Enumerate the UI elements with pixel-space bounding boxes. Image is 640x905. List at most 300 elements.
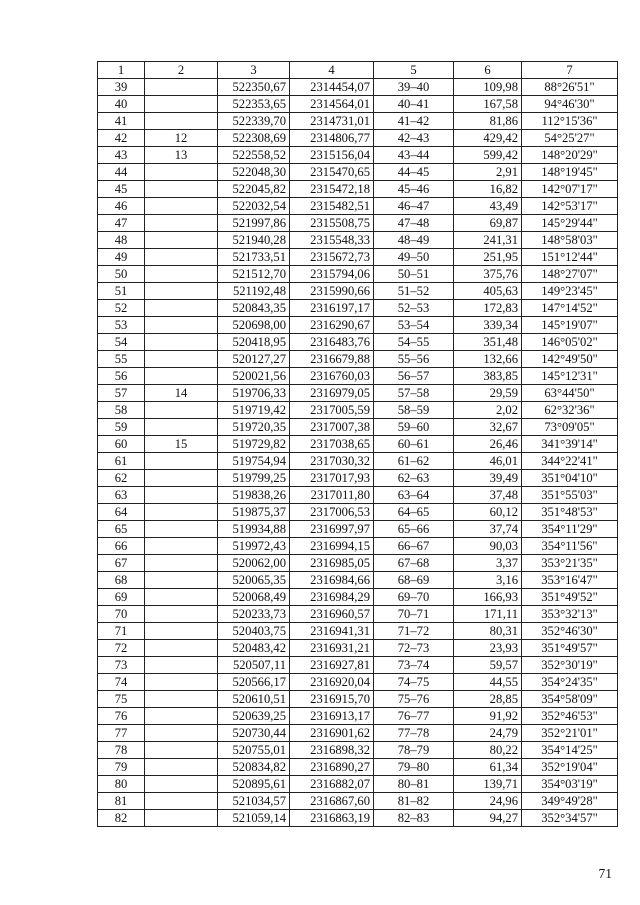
table-cell	[145, 572, 218, 589]
table-cell: 53	[98, 317, 145, 334]
table-cell	[145, 419, 218, 436]
table-cell: 521512,70	[218, 266, 290, 283]
table-cell: 352°34'57"	[522, 810, 618, 827]
table-row	[98, 436, 618, 453]
table-cell: 351°49'57"	[522, 640, 618, 657]
table-cell: 142°53'17"	[522, 198, 618, 215]
table-row	[98, 453, 618, 470]
table-cell: 521940,28	[218, 232, 290, 249]
table-cell: 67–68	[374, 555, 454, 572]
table-cell: 139,71	[454, 776, 522, 793]
table-cell: 520895,61	[218, 776, 290, 793]
table-cell	[145, 691, 218, 708]
table-row	[98, 198, 618, 215]
table-cell: 40	[98, 96, 145, 113]
table-cell: 520062,00	[218, 555, 290, 572]
table-cell: 74–75	[374, 674, 454, 691]
column-header: 1	[98, 62, 145, 79]
table-cell: 71	[98, 623, 145, 640]
table-cell	[145, 606, 218, 623]
table-cell: 69,87	[454, 215, 522, 232]
table-cell: 521997,86	[218, 215, 290, 232]
table-cell: 2316901,62	[290, 725, 374, 742]
table-cell: 45–46	[374, 181, 454, 198]
column-header: 4	[290, 62, 374, 79]
table-row	[98, 657, 618, 674]
table-cell: 81–82	[374, 793, 454, 810]
table-cell: 522308,69	[218, 130, 290, 147]
table-row	[98, 368, 618, 385]
table-row	[98, 572, 618, 589]
table-cell: 2315508,75	[290, 215, 374, 232]
table-cell: 70	[98, 606, 145, 623]
table-cell: 172,83	[454, 300, 522, 317]
column-header: 3	[218, 62, 290, 79]
table-cell: 2316679,88	[290, 351, 374, 368]
table-cell: 16,82	[454, 181, 522, 198]
table-cell: 43–44	[374, 147, 454, 164]
table-row	[98, 521, 618, 538]
table-cell	[145, 96, 218, 113]
table-cell: 56	[98, 368, 145, 385]
table-cell: 2316882,07	[290, 776, 374, 793]
table-cell: 72–73	[374, 640, 454, 657]
table-cell: 54°25'27"	[522, 130, 618, 147]
table-cell: 60–61	[374, 436, 454, 453]
table-cell: 65–66	[374, 521, 454, 538]
table-cell: 51–52	[374, 283, 454, 300]
table-row	[98, 504, 618, 521]
table-row	[98, 708, 618, 725]
table-cell: 41	[98, 113, 145, 130]
table-cell: 37,74	[454, 521, 522, 538]
table-cell: 146°05'02"	[522, 334, 618, 351]
table-cell: 28,85	[454, 691, 522, 708]
table-cell: 2316979,05	[290, 385, 374, 402]
table-cell: 352°21'01"	[522, 725, 618, 742]
table-cell: 73–74	[374, 657, 454, 674]
table-cell: 69	[98, 589, 145, 606]
table-cell: 24,96	[454, 793, 522, 810]
table-cell: 520610,51	[218, 691, 290, 708]
table-cell: 151°12'44"	[522, 249, 618, 266]
table-row	[98, 589, 618, 606]
table-cell: 109,98	[454, 79, 522, 96]
table-row	[98, 538, 618, 555]
table-cell: 519720,35	[218, 419, 290, 436]
table-cell	[145, 266, 218, 283]
table-row	[98, 147, 618, 164]
table-cell: 3,37	[454, 555, 522, 572]
table-row	[98, 113, 618, 130]
table-cell: 23,93	[454, 640, 522, 657]
table-cell: 520639,25	[218, 708, 290, 725]
table-cell: 15	[145, 436, 218, 453]
table-cell: 51	[98, 283, 145, 300]
column-header: 5	[374, 62, 454, 79]
table-cell: 148°20'29"	[522, 147, 618, 164]
table-body	[98, 79, 618, 827]
table-cell: 520483,42	[218, 640, 290, 657]
table-cell: 49–50	[374, 249, 454, 266]
table-cell: 522032,54	[218, 198, 290, 215]
table-row	[98, 555, 618, 572]
table-cell: 73	[98, 657, 145, 674]
table-cell: 2317030,32	[290, 453, 374, 470]
table-cell: 375,76	[454, 266, 522, 283]
table-cell: 40–41	[374, 96, 454, 113]
table-cell: 142°49'50"	[522, 351, 618, 368]
table-cell: 66–67	[374, 538, 454, 555]
table-cell: 76–77	[374, 708, 454, 725]
table-cell: 57	[98, 385, 145, 402]
table-cell: 2315156,04	[290, 147, 374, 164]
table-cell	[145, 759, 218, 776]
table-cell: 2316867,60	[290, 793, 374, 810]
table-cell: 59	[98, 419, 145, 436]
table-cell: 54–55	[374, 334, 454, 351]
table-cell: 41–42	[374, 113, 454, 130]
table-row	[98, 470, 618, 487]
table-cell: 72	[98, 640, 145, 657]
table-cell: 521059,14	[218, 810, 290, 827]
table-cell: 55	[98, 351, 145, 368]
table-cell: 32,67	[454, 419, 522, 436]
table-cell: 520233,73	[218, 606, 290, 623]
table-cell: 57–58	[374, 385, 454, 402]
table-cell: 2317011,80	[290, 487, 374, 504]
table-cell: 55–56	[374, 351, 454, 368]
table-cell: 145°29'44"	[522, 215, 618, 232]
table-cell: 519706,33	[218, 385, 290, 402]
table-cell: 2316290,67	[290, 317, 374, 334]
table-cell	[145, 504, 218, 521]
table-cell	[145, 249, 218, 266]
table-cell: 43	[98, 147, 145, 164]
table-cell	[145, 674, 218, 691]
table-row	[98, 810, 618, 827]
table-cell: 50	[98, 266, 145, 283]
table-cell	[145, 640, 218, 657]
table-cell: 2314454,07	[290, 79, 374, 96]
table-cell	[145, 470, 218, 487]
table-cell: 77	[98, 725, 145, 742]
table-cell: 42	[98, 130, 145, 147]
table-cell: 63	[98, 487, 145, 504]
table-cell	[145, 589, 218, 606]
table-cell	[145, 623, 218, 640]
table-cell: 45	[98, 181, 145, 198]
table-cell: 2316890,27	[290, 759, 374, 776]
table-cell: 2317006,53	[290, 504, 374, 521]
table-cell: 519754,94	[218, 453, 290, 470]
table-cell	[145, 317, 218, 334]
table-cell: 48–49	[374, 232, 454, 249]
table-row	[98, 232, 618, 249]
table-cell: 171,11	[454, 606, 522, 623]
table-cell: 63–64	[374, 487, 454, 504]
table-cell	[145, 334, 218, 351]
table-cell: 405,63	[454, 283, 522, 300]
table-cell: 65	[98, 521, 145, 538]
table-cell: 522350,67	[218, 79, 290, 96]
table-cell: 2316984,66	[290, 572, 374, 589]
table-cell: 46	[98, 198, 145, 215]
table-cell: 522353,65	[218, 96, 290, 113]
table-cell: 69–70	[374, 589, 454, 606]
table-cell: 429,42	[454, 130, 522, 147]
table-cell: 2,91	[454, 164, 522, 181]
table-row	[98, 334, 618, 351]
table-cell: 519934,88	[218, 521, 290, 538]
table-cell: 49	[98, 249, 145, 266]
table-cell: 2317038,65	[290, 436, 374, 453]
table-cell: 519799,25	[218, 470, 290, 487]
table-cell: 520127,27	[218, 351, 290, 368]
table-cell: 64–65	[374, 504, 454, 521]
table-cell	[145, 776, 218, 793]
table-cell: 354°11'56"	[522, 538, 618, 555]
table-cell: 519729,82	[218, 436, 290, 453]
table-cell: 61,34	[454, 759, 522, 776]
table-cell: 2317007,38	[290, 419, 374, 436]
table-cell: 2316483,76	[290, 334, 374, 351]
table-cell	[145, 402, 218, 419]
table-cell: 519838,26	[218, 487, 290, 504]
table-row	[98, 385, 618, 402]
table-cell	[145, 657, 218, 674]
table-cell: 352°46'53"	[522, 708, 618, 725]
table-row	[98, 266, 618, 283]
table-cell: 2316898,32	[290, 742, 374, 759]
table-cell: 351°55'03"	[522, 487, 618, 504]
table-cell: 112°15'36"	[522, 113, 618, 130]
table-cell: 354°58'09"	[522, 691, 618, 708]
table-cell: 520698,00	[218, 317, 290, 334]
table-cell: 341°39'14"	[522, 436, 618, 453]
table-cell	[145, 215, 218, 232]
table-cell: 147°14'52"	[522, 300, 618, 317]
table-row	[98, 776, 618, 793]
table-cell: 50–51	[374, 266, 454, 283]
table-cell: 62	[98, 470, 145, 487]
table-cell: 47–48	[374, 215, 454, 232]
table-cell: 2314564,01	[290, 96, 374, 113]
table-cell	[145, 181, 218, 198]
table-cell: 2316197,17	[290, 300, 374, 317]
table-cell: 352°46'30"	[522, 623, 618, 640]
table-row	[98, 79, 618, 96]
table-cell: 521733,51	[218, 249, 290, 266]
table-cell: 339,34	[454, 317, 522, 334]
table-cell: 71–72	[374, 623, 454, 640]
table-cell: 354°03'19"	[522, 776, 618, 793]
table-row	[98, 215, 618, 232]
table-cell: 42–43	[374, 130, 454, 147]
table-cell: 2316915,70	[290, 691, 374, 708]
table-cell: 142°07'17"	[522, 181, 618, 198]
table-cell: 78	[98, 742, 145, 759]
table-cell: 520566,17	[218, 674, 290, 691]
coordinates-table	[97, 61, 618, 827]
table-cell: 2316960,57	[290, 606, 374, 623]
table-cell: 66	[98, 538, 145, 555]
table-cell: 80,31	[454, 623, 522, 640]
table-cell	[145, 555, 218, 572]
table-cell: 2316941,31	[290, 623, 374, 640]
table-cell: 88°26'51"	[522, 79, 618, 96]
table-cell: 2316985,05	[290, 555, 374, 572]
table-cell: 599,42	[454, 147, 522, 164]
table-cell: 79–80	[374, 759, 454, 776]
table-cell: 520065,35	[218, 572, 290, 589]
table-cell: 2316913,17	[290, 708, 374, 725]
table-cell: 522558,52	[218, 147, 290, 164]
table-cell: 70–71	[374, 606, 454, 623]
table-cell: 520755,01	[218, 742, 290, 759]
table-cell: 251,95	[454, 249, 522, 266]
table-cell: 519719,42	[218, 402, 290, 419]
table-cell: 2316984,29	[290, 589, 374, 606]
table-cell: 81	[98, 793, 145, 810]
table-cell: 2317005,59	[290, 402, 374, 419]
table-row	[98, 606, 618, 623]
table-cell: 82–83	[374, 810, 454, 827]
table-cell: 12	[145, 130, 218, 147]
table-cell: 91,92	[454, 708, 522, 725]
table-cell: 58–59	[374, 402, 454, 419]
table-cell: 39	[98, 79, 145, 96]
table-cell: 2315472,18	[290, 181, 374, 198]
table-cell: 82	[98, 810, 145, 827]
table-cell: 60,12	[454, 504, 522, 521]
table-cell: 522045,82	[218, 181, 290, 198]
table-cell: 519875,37	[218, 504, 290, 521]
table-cell: 148°27'07"	[522, 266, 618, 283]
table-row	[98, 96, 618, 113]
table-cell: 46,01	[454, 453, 522, 470]
table-cell: 520843,35	[218, 300, 290, 317]
table-cell: 354°11'29"	[522, 521, 618, 538]
table-cell: 94,27	[454, 810, 522, 827]
table-cell	[145, 793, 218, 810]
table-cell: 521034,57	[218, 793, 290, 810]
table-cell: 78–79	[374, 742, 454, 759]
table-cell: 79	[98, 759, 145, 776]
table-cell: 520507,11	[218, 657, 290, 674]
table-cell: 2317017,93	[290, 470, 374, 487]
table-cell: 61–62	[374, 453, 454, 470]
table-cell: 2316920,04	[290, 674, 374, 691]
table-cell: 74	[98, 674, 145, 691]
table-cell: 351°04'10"	[522, 470, 618, 487]
table-row	[98, 164, 618, 181]
table-row	[98, 317, 618, 334]
table-cell: 352°30'19"	[522, 657, 618, 674]
table-cell: 2315470,65	[290, 164, 374, 181]
table-cell: 2316760,03	[290, 368, 374, 385]
table-cell: 353°16'47"	[522, 572, 618, 589]
table-cell: 2315990,66	[290, 283, 374, 300]
table-cell: 148°58'03"	[522, 232, 618, 249]
table-cell: 2316994,15	[290, 538, 374, 555]
table-cell: 43,49	[454, 198, 522, 215]
table-cell: 94°46'30"	[522, 96, 618, 113]
table-cell: 354°24'35"	[522, 674, 618, 691]
table-cell: 59,57	[454, 657, 522, 674]
table-cell	[145, 725, 218, 742]
table-row	[98, 130, 618, 147]
table-cell: 520834,82	[218, 759, 290, 776]
table-cell: 521192,48	[218, 283, 290, 300]
table-cell: 2316863,19	[290, 810, 374, 827]
table-cell: 520021,56	[218, 368, 290, 385]
table-cell: 48	[98, 232, 145, 249]
table-cell: 354°14'25"	[522, 742, 618, 759]
table-cell: 63°44'50"	[522, 385, 618, 402]
table-cell: 62–63	[374, 470, 454, 487]
table-cell	[145, 198, 218, 215]
table-row	[98, 181, 618, 198]
table-cell: 383,85	[454, 368, 522, 385]
table-row	[98, 351, 618, 368]
table-cell	[145, 113, 218, 130]
table-cell	[145, 538, 218, 555]
table-cell: 52	[98, 300, 145, 317]
table-cell: 44–45	[374, 164, 454, 181]
table-cell: 167,58	[454, 96, 522, 113]
table-cell	[145, 453, 218, 470]
table-row	[98, 742, 618, 759]
table-cell: 46–47	[374, 198, 454, 215]
table-cell: 2315672,73	[290, 249, 374, 266]
table-cell: 76	[98, 708, 145, 725]
table-cell: 520730,44	[218, 725, 290, 742]
table-cell: 2316997,97	[290, 521, 374, 538]
table-cell	[145, 79, 218, 96]
table-cell: 62°32'36"	[522, 402, 618, 419]
table-cell: 353°21'35"	[522, 555, 618, 572]
table-cell: 58	[98, 402, 145, 419]
table-cell: 519972,43	[218, 538, 290, 555]
table-cell: 75–76	[374, 691, 454, 708]
table-row	[98, 793, 618, 810]
table-cell: 132,66	[454, 351, 522, 368]
table-cell: 241,31	[454, 232, 522, 249]
table-cell	[145, 164, 218, 181]
table-cell: 2,02	[454, 402, 522, 419]
table-cell: 44	[98, 164, 145, 181]
table-cell: 26,46	[454, 436, 522, 453]
table-cell: 344°22'41"	[522, 453, 618, 470]
table-cell: 44,55	[454, 674, 522, 691]
table-cell: 353°32'13"	[522, 606, 618, 623]
table-row	[98, 674, 618, 691]
table-cell	[145, 283, 218, 300]
table-cell: 2315482,51	[290, 198, 374, 215]
table-cell: 77–78	[374, 725, 454, 742]
column-header: 6	[454, 62, 522, 79]
table-cell: 39,49	[454, 470, 522, 487]
table-cell: 166,93	[454, 589, 522, 606]
table-row	[98, 283, 618, 300]
table-cell: 520418,95	[218, 334, 290, 351]
table-cell: 520403,75	[218, 623, 290, 640]
table-cell: 47	[98, 215, 145, 232]
column-header: 2	[145, 62, 218, 79]
table-cell: 14	[145, 385, 218, 402]
table-cell: 53–54	[374, 317, 454, 334]
